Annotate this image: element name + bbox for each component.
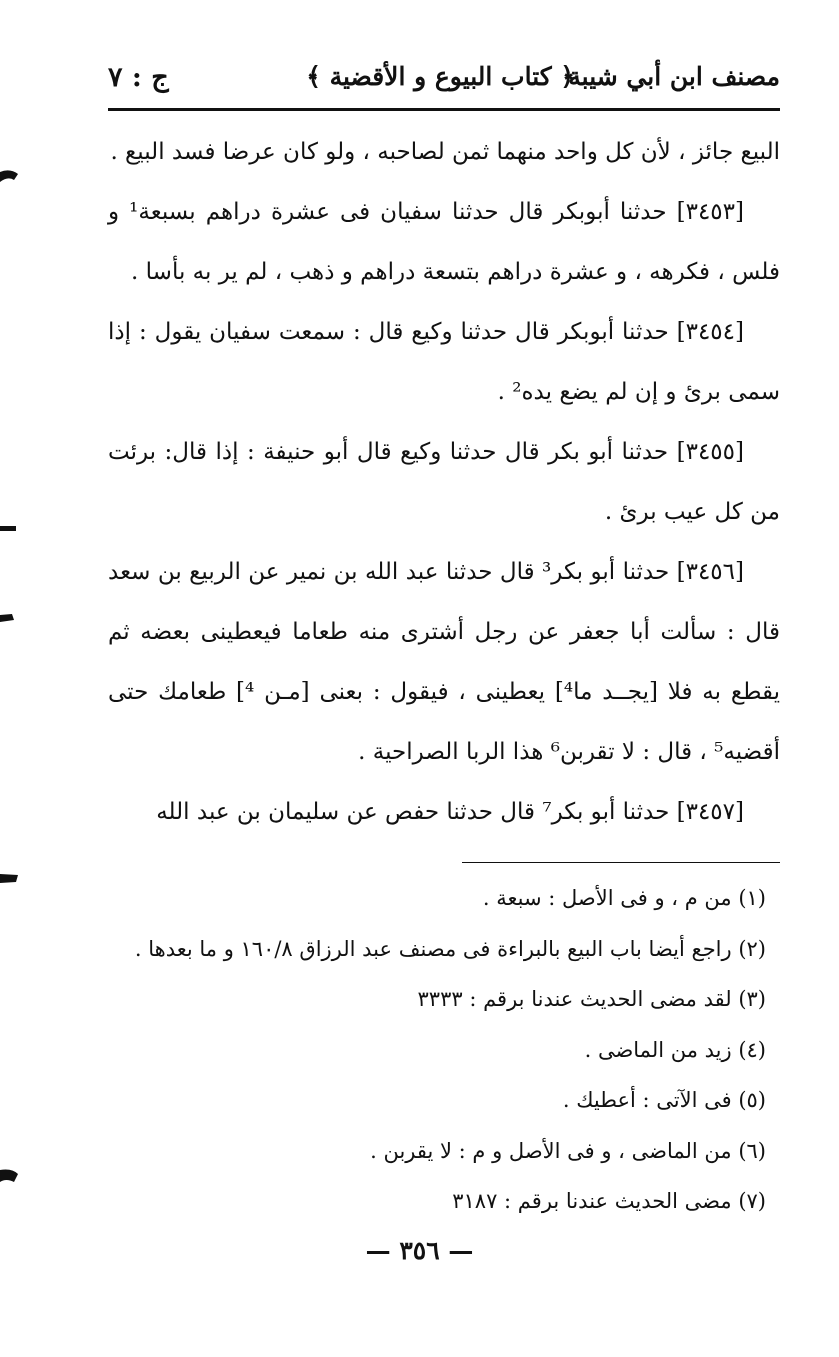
footnote: (١) من م ، و فى الأصل : سبعة .	[482, 886, 766, 910]
hadith-entry: [٣٤٥٣] حدثنا أبوبكر قال حدثنا سفيان فى عشرة دراهم بسبعة¹ و فلس ، فكرهه ، و عشرة دراهم بتسعة دراهم و ذهب ، لم ير به بأسا .	[108, 199, 780, 285]
footnote: (٤) زيد من الماضى .	[584, 1037, 766, 1062]
hadith-entry: [٣٤٥٦] حدثنا أبو بكر³ قال حدثنا عبد الله بن نمير عن الربيع بن سعد قال : سألت أبا جعفر عن رجل أشترى منه طعاما فيعطينى بعضه ثم يقطع به فلا [يجــد ما⁴] يعطينى ، فيقول : بعنى [مـن ⁴] طعامك حتى أقضيه⁵ ، قال : لا تقربن⁶ هذا الربا الصراحية .	[108, 559, 780, 765]
hadith-entry: [٣٤٥٤] حدثنا أبوبكر قال حدثنا وكيع قال : سمعت سفيان يقول : إذا سمى برئ و إن لم يضع يده² .	[108, 319, 780, 405]
section-title: ﴿ كتاب البيوع و الأقضية ﴾	[306, 62, 575, 91]
scan-mark	[0, 1168, 20, 1180]
text-line: البيع جائز ، لأن كل واحد منهما ثمن لصاحبه ، ولو كان عرضا فسد البيع .	[110, 139, 780, 165]
hadith-entry: [٣٤٥٥] حدثنا أبو بكر قال حدثنا وكيع قال أبو حنيفة : إذا قال: برئت من كل عيب برئ .	[108, 439, 780, 525]
scan-mark	[0, 524, 20, 536]
hadith-entry: [٣٤٥٧] حدثنا أبو بكر⁷ قال حدثنا حفص عن سليمان بن عبد الله	[156, 799, 744, 825]
footnote: (٥) فى الآتى : أعطيك .	[562, 1088, 766, 1112]
footnote-rule	[462, 862, 780, 863]
page-number: — ٣٥٦ —	[365, 1236, 474, 1265]
footnote: (٢) راجع أيضا باب البيع بالبراءة فى مصنف عبد الرزاق ١٦٠/٨ و ما بعدها .	[134, 936, 766, 961]
scan-mark	[0, 872, 20, 884]
footnote: (٣) لقد مضى الحديث عندنا برقم : ٣٣٣٣	[417, 987, 766, 1011]
footnotes	[108, 873, 766, 1227]
volume-number: ج : ٧	[108, 62, 169, 93]
running-header	[108, 62, 780, 102]
scan-mark	[0, 168, 20, 180]
scan-mark	[0, 612, 20, 624]
main-text	[108, 122, 780, 842]
header-rule	[108, 108, 780, 111]
footnote: (٧) مضى الحديث عندنا برقم : ٣١٨٧	[452, 1189, 766, 1213]
book-title: مصنف ابن أبي شيبة	[568, 62, 780, 91]
footnote: (٦) من الماضى ، و فى الأصل و م : لا يقربن .	[370, 1138, 766, 1163]
